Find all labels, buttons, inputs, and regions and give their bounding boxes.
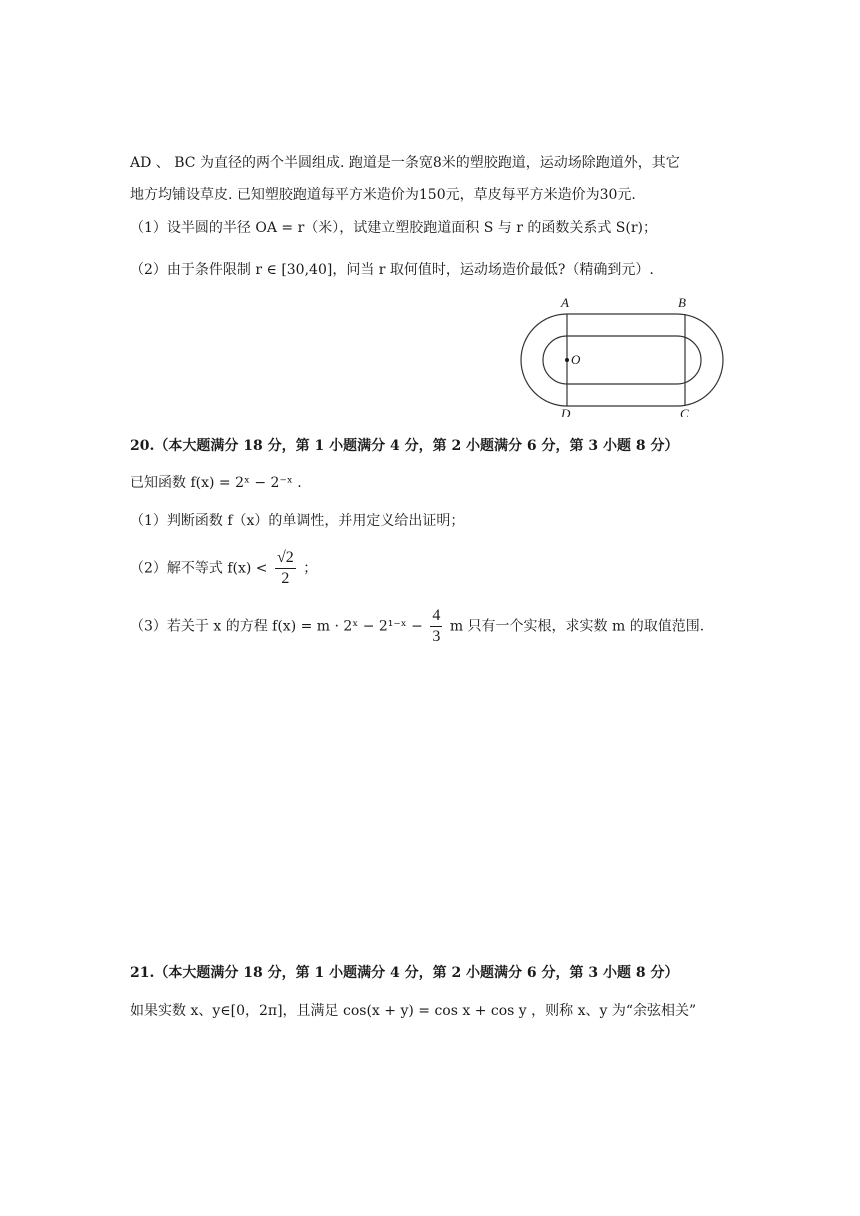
q19-intro-line2: 地方均铺设草皮. 已知塑胶跑道每平方米造价为150元，草皮每平方米造价为30元.: [130, 187, 636, 203]
label-d: D: [561, 406, 571, 417]
stadium-track-figure: [515, 292, 745, 417]
q20-part2-prefix: （2）解不等式 f(x) <: [130, 560, 268, 577]
q20-part3-numerator: 4: [430, 606, 442, 627]
q20-part3-suffix: m 只有一个实根，求实数 m 的取值范围.: [449, 618, 705, 635]
label-b: B: [678, 295, 686, 310]
q20-part3-fraction: [430, 606, 442, 647]
q20-part3-denominator: 3: [432, 628, 441, 645]
q20-part3: [130, 606, 704, 647]
q20-part2-suffix: ；: [303, 560, 318, 577]
q20-part3-prefix: （3）若关于 x 的方程 f(x) = m · 2ˣ − 2¹⁻ˣ −: [130, 618, 423, 635]
outer-track-edge: [521, 314, 723, 406]
q21-header: 21.（本大题满分 18 分，第 1 小题满分 4 分，第 2 小题满分 6 分，第 3 小题 8 分）: [130, 965, 679, 981]
label-o: O: [571, 352, 581, 367]
q20-part2-numerator: √2: [275, 548, 296, 569]
q20-part2-denominator: 2: [281, 570, 290, 587]
q20-part2-fraction: [275, 548, 296, 589]
q19-intro-line1: AD 、 BC 为直径的两个半圆组成. 跑道是一条宽8米的塑胶跑道，运动场除跑道外，其它: [130, 155, 680, 171]
q21-line1: 如果实数 x、y∈[0，2π]，且满足 cos(x + y) = cos x + cos y ，则称 x、y 为“余弦相关”: [130, 1003, 697, 1019]
q19-part2: （2）由于条件限制 r ∈ [30,40]，问当 r 取何值时，运动场造价最低?（精确到元）.: [130, 262, 654, 278]
q20-given: 已知函数 f(x) = 2ˣ − 2⁻ˣ .: [130, 475, 302, 491]
center-point-o: [565, 358, 569, 362]
q20-part2: [130, 548, 317, 589]
label-a: A: [561, 295, 569, 310]
q20-part1: （1）判断函数 f（x）的单调性，并用定义给出证明；: [130, 513, 465, 529]
q20-header: 20.（本大题满分 18 分，第 1 小题满分 4 分，第 2 小题满分 6 分，第 3 小题 8 分）: [130, 438, 679, 454]
q19-part1: （1）设半圆的半径 OA = r（米），试建立塑胶跑道面积 S 与 r 的函数关系式 S(r)；: [130, 220, 658, 236]
label-c: C: [680, 406, 689, 417]
